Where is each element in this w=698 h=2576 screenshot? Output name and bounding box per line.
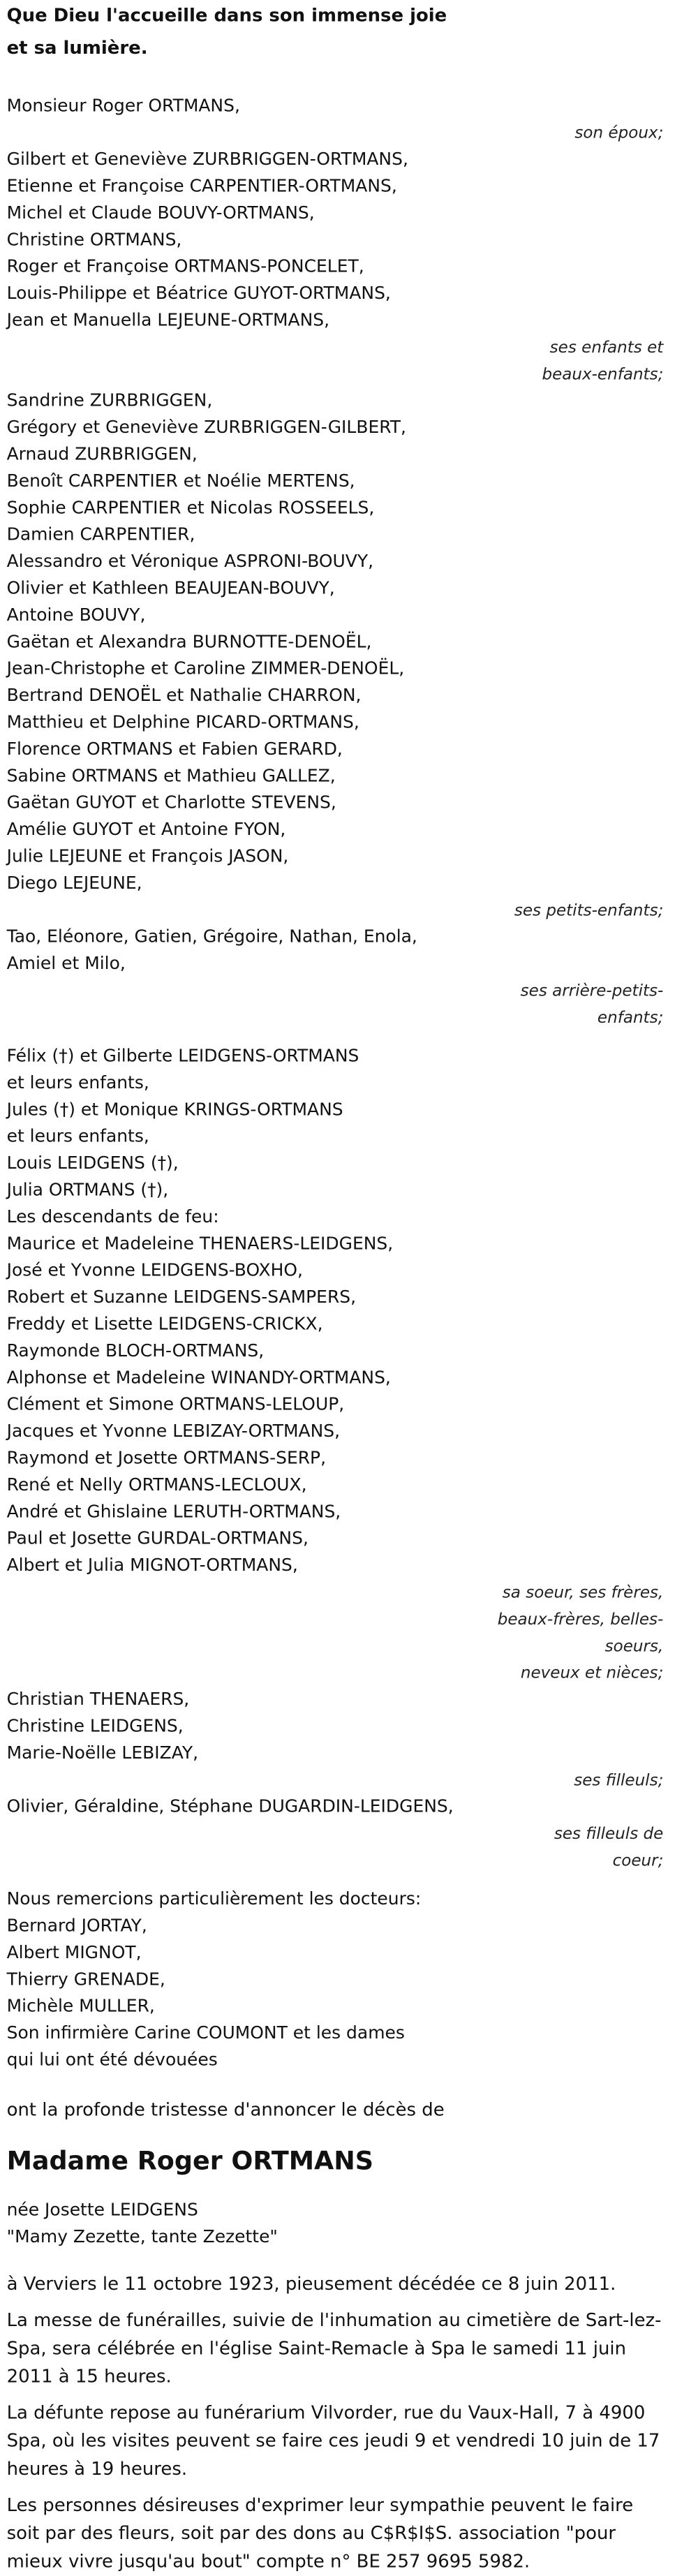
role-line: ses arrière-petits- <box>520 981 664 1000</box>
family-name: Gaëtan et Alexandra BURNOTTE-DENOËL, <box>6 632 372 653</box>
family-name: et leurs enfants, <box>6 1126 149 1147</box>
opening-prayer <box>7 0 664 64</box>
family-name: Christine ORTMANS, <box>6 230 182 251</box>
family-name: Marie-Noëlle LEBIZAY, <box>6 1742 199 1763</box>
family-name: Roger et Françoise ORTMANS-PONCELET, <box>6 256 364 277</box>
heart-godchildren-block <box>7 1793 664 1874</box>
family-name: Amélie GUYOT et Antoine FYON, <box>6 820 286 840</box>
prayer-line-1: Que Dieu l'accueille dans son immense joie <box>6 5 447 27</box>
role-line: ses enfants et <box>549 337 664 357</box>
spacer <box>7 2250 664 2270</box>
family-name: Michel et Claude BOUVY-ORTMANS, <box>6 202 315 223</box>
spouse-block <box>7 92 664 146</box>
family-name: Sophie CARPENTIER et Nicolas ROSSEELS, <box>6 498 375 519</box>
family-name: Olivier, Géraldine, Stéphane DUGARDIN-LEIDGENS, <box>6 1796 454 1817</box>
family-name: Diego LEJEUNE, <box>6 873 142 894</box>
family-name: Matthieu et Delphine PICARD-ORTMANS, <box>6 712 359 733</box>
family-name: Gaëtan GUYOT et Charlotte STEVENS, <box>6 792 336 813</box>
family-name: Jean-Christophe et Caroline ZIMMER-DENOËL, <box>6 658 405 679</box>
family-name: Gilbert et Geneviève ZURBRIGGEN-ORTMANS, <box>6 149 408 170</box>
family-name: Paul et Josette GURDAL-ORTMANS, <box>6 1528 309 1549</box>
great-grandchildren-block <box>7 924 664 1031</box>
grandchildren-role <box>7 896 664 923</box>
family-name: Alphonse et Madeleine WINANDY-ORTMANS, <box>6 1368 391 1389</box>
deceased-name: Madame Roger ORTMANS <box>6 2145 374 2175</box>
family-name: Julia ORTMANS (†), <box>6 1180 169 1201</box>
family-name: José et Yvonne LEIDGENS-BOXHO, <box>6 1260 303 1281</box>
thanks-block <box>7 1886 664 2073</box>
donations-info: Les personnes désireuses d'exprimer leur sympathie peuvent le faire soit par des fleurs, soit par des dons au C$R$I$S. association "pour mieux vivre jusqu'au bout" compte n° BE 257 9695 5982. <box>6 2494 634 2573</box>
family-name: Albert et Julia MIGNOT-ORTMANS, <box>6 1555 298 1576</box>
thanks-line: Michèle MULLER, <box>6 1996 155 2017</box>
spacer <box>7 1030 664 1042</box>
family-name: Robert et Suzanne LEIDGENS-SAMPERS, <box>6 1287 357 1308</box>
siblings-block <box>7 1043 664 1687</box>
funeral-mass-info: La messe de funérailles, suivie de l'inhumation au cimetière de Sart-lez-Spa, sera célébrée en l'église Saint-Remacle à Spa le samedi 11 juin 2011 à 15 heures. <box>6 2309 662 2388</box>
family-name: Maurice et Madeleine THENAERS-LEIDGENS, <box>6 1234 394 1254</box>
family-name: Jacques et Yvonne LEBIZAY-ORTMANS, <box>6 1421 341 1442</box>
nickname: "Mamy Zezette, tante Zezette" <box>6 2226 278 2247</box>
deceased-details <box>7 2197 664 2251</box>
spouse-role <box>7 119 664 146</box>
family-name: Arnaud ZURBRIGGEN, <box>6 444 198 465</box>
family-name: Olivier et Kathleen BEAUJEAN-BOUVY, <box>6 578 335 599</box>
family-name: Christian THENAERS, <box>6 1689 190 1710</box>
family-name: Damien CARPENTIER, <box>6 524 195 545</box>
family-name: André et Ghislaine LERUTH-ORTMANS, <box>6 1502 341 1523</box>
announcement: ont la profonde tristesse d'annoncer le décès de <box>6 2099 445 2121</box>
family-name: Etienne et Françoise CARPENTIER-ORTMANS, <box>6 176 397 197</box>
thanks-line: qui lui ont été dévouées <box>6 2050 218 2071</box>
family-name: Tao, Eléonore, Gatien, Grégoire, Nathan, Enola, <box>6 926 417 947</box>
family-name: Jean et Manuella LEJEUNE-ORTMANS, <box>6 310 330 331</box>
family-name: Julie LEJEUNE et François JASON, <box>6 846 289 867</box>
family-name: Antoine BOUVY, <box>6 605 146 626</box>
family-name: Alessandro et Véronique ASPRONI-BOUVY, <box>6 552 374 572</box>
family-name: Jules (†) et Monique KRINGS-ORTMANS <box>6 1100 343 1120</box>
family-name: Raymond et Josette ORTMANS-SERP, <box>6 1448 327 1469</box>
family-name: Bertrand DENOËL et Nathalie CHARRON, <box>6 686 362 706</box>
grandchildren-block <box>7 387 664 924</box>
role-line: sa soeur, ses frères, <box>502 1583 664 1602</box>
role-line: enfants; <box>597 1007 664 1027</box>
role-line: ses filleuls; <box>574 1770 664 1790</box>
family-name: Félix (†) et Gilberte LEIDGENS-ORTMANS <box>6 1046 359 1067</box>
heart-godchildren-role <box>7 1820 664 1874</box>
thanks-line: Nous remercions particulièrement les docteurs: <box>6 1889 422 1909</box>
great-grandchildren-role <box>7 977 664 1031</box>
family-name: Amiel et Milo, <box>6 953 126 974</box>
role-line: beaux-frères, belles- <box>497 1609 664 1629</box>
family-name: Benoît CARPENTIER et Noélie MERTENS, <box>6 471 355 491</box>
thanks-line: Thierry GRENADE, <box>6 1969 165 1990</box>
thanks-line: Son infirmière Carine COUMONT et les dames <box>6 2023 405 2043</box>
children-block <box>7 146 664 387</box>
family-name: et leurs enfants, <box>6 1072 149 1093</box>
prayer-line-2: et sa lumière. <box>6 37 148 59</box>
family-name: Louis LEIDGENS (†), <box>6 1153 179 1174</box>
role-line: soeurs, <box>604 1636 664 1656</box>
funeral-home-info: La défunte repose au funérarium Vilvorder, rue du Vaux-Hall, 7 à 4900 Spa, où les visites peuvent se faire ces jeudi 9 et vendredi 10 juin de 17 heures à 19 heures. <box>6 2402 660 2480</box>
role-line: son époux; <box>574 123 664 142</box>
family-name: Grégory et Geneviève ZURBRIGGEN-GILBERT, <box>6 417 406 438</box>
maiden-name: née Josette LEIDGENS <box>6 2200 198 2221</box>
role-line: coeur; <box>612 1851 664 1870</box>
godchildren-block <box>7 1686 664 1793</box>
godchildren-role <box>7 1766 664 1793</box>
thanks-line: Albert MIGNOT, <box>6 1942 142 1963</box>
role-line: ses filleuls de <box>554 1823 664 1843</box>
birth-death-info: à Verviers le 11 octobre 1923, pieusement décédée ce 8 juin 2011. <box>6 2274 616 2295</box>
family-name: René et Nelly ORTMANS-LECLOUX, <box>6 1474 307 1495</box>
family-name: Louis-Philippe et Béatrice GUYOT-ORTMANS, <box>6 283 391 304</box>
role-line: ses petits-enfants; <box>514 901 664 920</box>
family-name: Sandrine ZURBRIGGEN, <box>6 390 213 411</box>
thanks-line: Bernard JORTAY, <box>6 1916 147 1937</box>
family-name: Les descendants de feu: <box>6 1206 219 1227</box>
children-role <box>7 334 664 387</box>
role-line: beaux-enfants; <box>542 364 664 384</box>
family-name: Christine LEIDGENS, <box>6 1716 184 1737</box>
family-name: Freddy et Lisette LEIDGENS-CRICKX, <box>6 1314 323 1335</box>
family-name: Clément et Simone ORTMANS-LELOUP, <box>6 1394 345 1415</box>
spacer <box>7 1874 664 1886</box>
spouse-name: Monsieur Roger ORTMANS, <box>6 96 240 117</box>
family-name: Raymonde BLOCH-ORTMANS, <box>6 1340 265 1361</box>
siblings-role <box>7 1579 664 1687</box>
family-name: Florence ORTMANS et Fabien GERARD, <box>6 739 343 760</box>
family-name: Sabine ORTMANS et Mathieu GALLEZ, <box>6 766 336 787</box>
role-line: neveux et nièces; <box>520 1663 664 1682</box>
funeral-info <box>7 2270 664 2576</box>
